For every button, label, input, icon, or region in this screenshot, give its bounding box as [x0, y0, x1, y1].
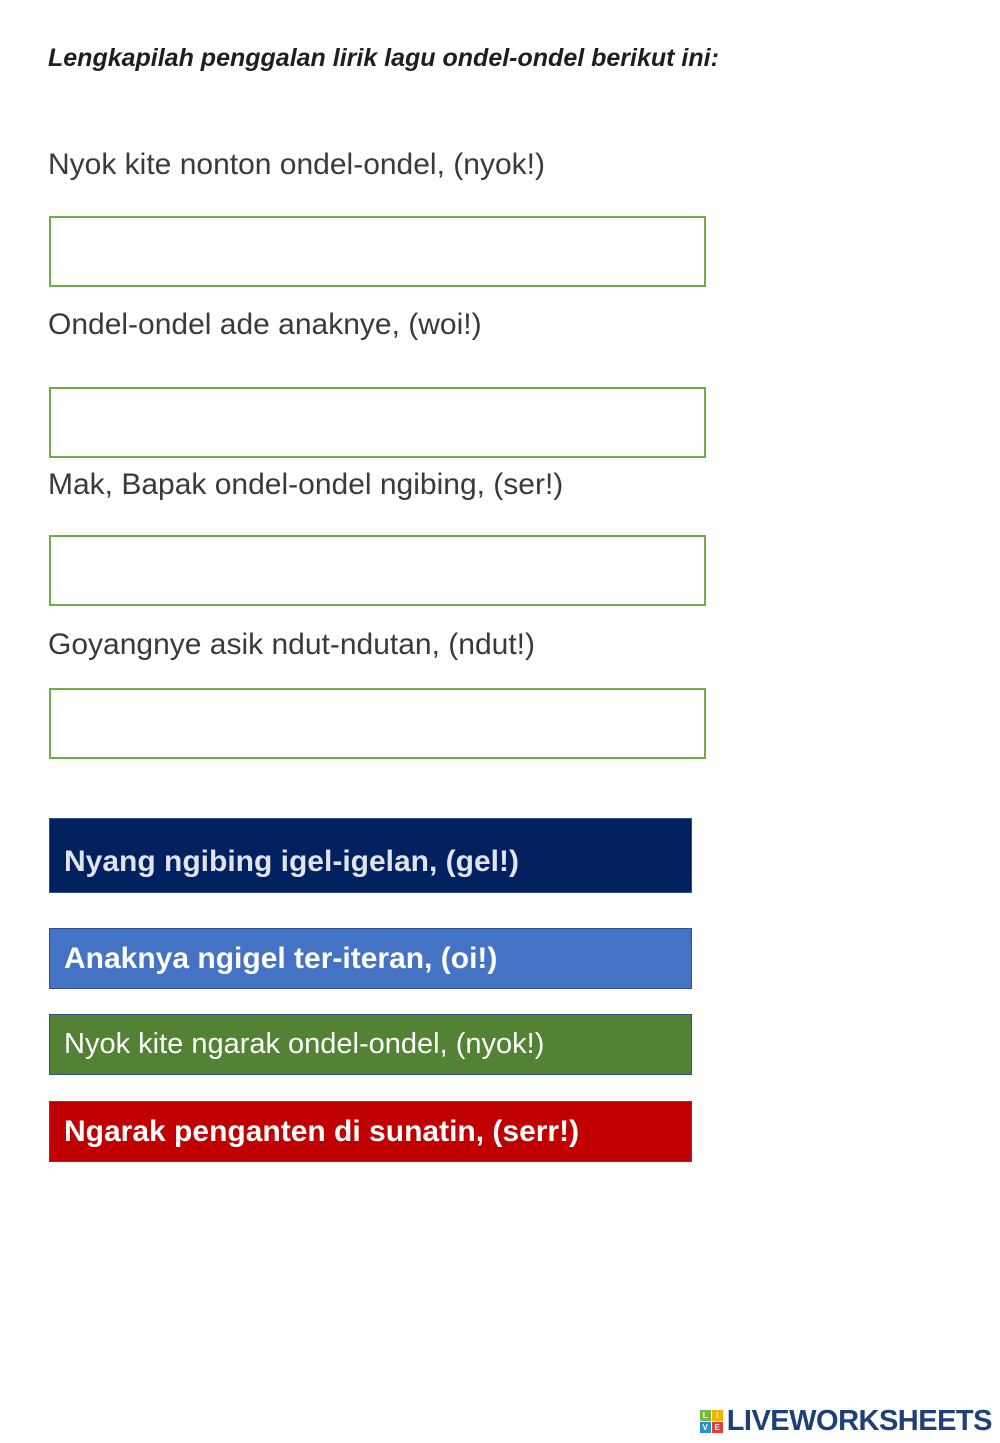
drop-zone-4[interactable] — [49, 688, 706, 759]
draggable-option-3[interactable]: Nyok kite ngarak ondel-ondel, (nyok!) — [49, 1014, 692, 1075]
drop-zone-3[interactable] — [49, 535, 706, 606]
logo-text: LIVEWORKSHEETS — [726, 1405, 992, 1437]
lyric-line-2: Ondel-ondel ade anaknye, (woi!) — [48, 308, 482, 341]
lyric-line-3: Mak, Bapak ondel-ondel ngibing, (ser!) — [48, 468, 564, 501]
logo-blocks-icon: L I V E — [700, 1410, 723, 1433]
draggable-option-1[interactable]: Nyang ngibing igel-igelan, (gel!) — [49, 818, 692, 893]
liveworksheets-logo — [700, 1405, 992, 1438]
drop-zone-2[interactable] — [49, 387, 706, 458]
lyric-line-1: Nyok kite nonton ondel-ondel, (nyok!) — [48, 148, 545, 181]
instruction-heading: Lengkapilah penggalan lirik lagu ondel-ondel berikut ini: — [48, 44, 719, 72]
draggable-option-2[interactable]: Anaknya ngigel ter-iteran, (oi!) — [49, 928, 692, 989]
lyric-line-4: Goyangnye asik ndut-ndutan, (ndut!) — [48, 628, 535, 661]
drop-zone-1[interactable] — [49, 216, 706, 287]
draggable-option-4[interactable]: Ngarak penganten di sunatin, (serr!) — [49, 1101, 692, 1162]
